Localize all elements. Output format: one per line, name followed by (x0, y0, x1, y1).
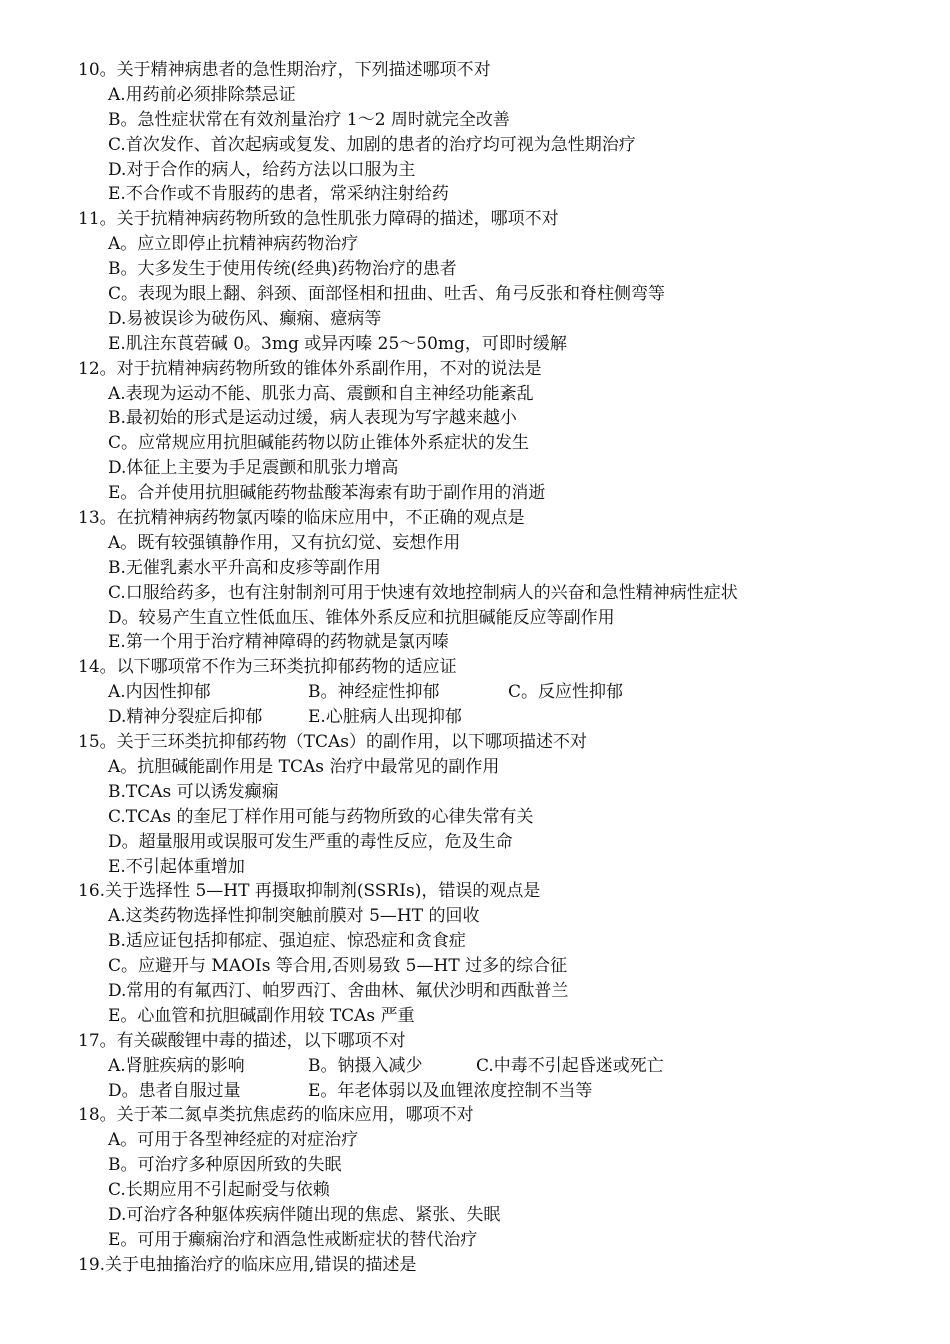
question-13-option-b: B.无催乳素水平升高和皮疹等副作用 (108, 557, 381, 578)
question-19-stem: 19.关于电抽搐治疗的临床应用,错误的描述是 (78, 1254, 417, 1275)
question-12-option-c: C。应常规应用抗胆碱能药物以防止锥体外系症状的发生 (108, 433, 530, 454)
question-14-option-c: C。反应性抑郁 (508, 682, 624, 703)
question-17-options-row-1 (78, 1054, 928, 1079)
question-10-stem: 10。关于精神病患者的急性期治疗，下列描述哪项不对 (78, 60, 491, 80)
question-13-option-c: C.口服给药多，也有注射制剂可用于快速有效地控制病人的兴奋和急性精神病性症状 (108, 582, 738, 603)
question-11-option-e: E.肌注东莨菪碱 0。3mg 或异丙嗪 25～50mg，可即时缓解 (108, 333, 567, 354)
question-10-option-b: B。急性症状常在有效剂量治疗 1～2 周时就完全改善 (108, 109, 510, 130)
question-17-options-row-2 (78, 1079, 928, 1104)
question-18-option-d: D.可治疗各种躯体疾病伴随出现的焦虑、紧张、失眠 (108, 1204, 501, 1225)
question-11-option-d: D.易被误诊为破伤风、癫痫、癔病等 (108, 308, 382, 329)
question-15-option-a: A。抗胆碱能副作用是 TCAs 治疗中最常见的副作用 (108, 756, 500, 777)
question-11-option-b: B。大多发生于使用传统(经典)药物治疗的患者 (108, 259, 457, 280)
question-15-option-d: D。超量服用或误服可发生严重的毒性反应，危及生命 (108, 831, 513, 852)
question-17-option-c: C.中毒不引起昏迷或死亡 (476, 1055, 664, 1076)
question-12-option-d: D.体征上主要为手足震颤和肌张力增高 (108, 458, 399, 479)
question-11-option-a: A。应立即停止抗精神病药物治疗 (108, 234, 359, 255)
question-15-stem: 15。关于三环类抗抑郁药物（TCAs）的副作用，以下哪项描述不对 (78, 732, 587, 753)
question-list (78, 58, 928, 1278)
question-18-option-a: A。可用于各型神经症的对症治疗 (108, 1130, 359, 1151)
question-16-option-d: D.常用的有氟西汀、帕罗西汀、舍曲林、氟伏沙明和西酞普兰 (108, 980, 569, 1001)
question-10-option-d: D.对于合作的病人，给药方法以口服为主 (108, 159, 416, 180)
question-14-options-row-2 (78, 705, 928, 730)
question-17-option-b: B。钠摄入减少 (308, 1055, 423, 1076)
question-15-option-b: B.TCAs 可以诱发癫痫 (108, 781, 279, 802)
question-16-option-c: C。应避开与 MAOIs 等合用,否则易致 5—HT 过多的综合征 (108, 956, 568, 977)
question-13-option-d: D。较易产生直立性低血压、锥体外系反应和抗胆碱能反应等副作用 (108, 607, 615, 628)
question-11-option-c: C。表现为眼上翻、斜颈、面部怪相和扭曲、吐舌、角弓反张和脊柱侧弯等 (108, 284, 666, 305)
question-12-stem: 12。对于抗精神病药物所致的锥体外系副作用，不对的说法是 (78, 358, 542, 379)
question-13-option-a: A。既有较强镇静作用，又有抗幻觉、妄想作用 (108, 532, 461, 553)
question-11-stem: 11。关于抗精神病药物所致的急性肌张力障碍的描述，哪项不对 (78, 209, 559, 230)
question-13-option-e: E.第一个用于治疗精神障碍的药物就是氯丙嗪 (108, 632, 449, 653)
question-17-option-a: A.肾脏疾病的影响 (108, 1055, 245, 1076)
question-17-option-e: E。年老体弱以及血锂浓度控制不当等 (308, 1080, 593, 1101)
question-16-option-b: B.适应证包括抑郁症、强迫症、惊恐症和贪食症 (108, 931, 466, 952)
question-14-option-e: E.心脏病人出现抑郁 (308, 707, 462, 728)
question-14-option-d: D.精神分裂症后抑郁 (108, 707, 263, 728)
question-18-option-b: B。可治疗多种原因所致的失眠 (108, 1155, 342, 1176)
question-14-option-a: A.内因性抑郁 (108, 682, 211, 703)
question-14-option-b: B。神经症性抑郁 (308, 682, 440, 703)
question-10-option-e: E.不合作或不肯服药的患者，常采纳注射给药 (108, 184, 449, 205)
question-16-stem: 16.关于选择性 5—HT 再摄取抑制剂(SSRIs)，错误的观点是 (78, 881, 541, 902)
question-18-stem: 18。关于苯二氮卓类抗焦虑药的临床应用，哪项不对 (78, 1105, 474, 1126)
question-15-option-e: E.不引起体重增加 (108, 856, 245, 877)
question-15-option-c: C.TCAs 的奎尼丁样作用可能与药物所致的心律失常有关 (108, 806, 534, 827)
question-16-option-e: E。心血管和抗胆碱副作用较 TCAs 严重 (108, 1005, 415, 1026)
question-10-option-c: C.首次发作、首次起病或复发、加剧的患者的治疗均可视为急性期治疗 (108, 134, 636, 155)
question-18-option-c: C.长期应用不引起耐受与依赖 (108, 1180, 330, 1201)
question-12-option-b: B.最初始的形式是运动过缓，病人表现为写字越来越小 (108, 408, 517, 429)
question-13-stem: 13。在抗精神病药物氯丙嗪的临床应用中，不正确的观点是 (78, 508, 525, 529)
question-14-stem: 14。以下哪项常不作为三环类抗抑郁药物的适应证 (78, 657, 457, 678)
question-18-option-e: E。可用于癫痫治疗和酒急性戒断症状的替代治疗 (108, 1229, 478, 1250)
question-10-option-a: A.用药前必须排除禁忌证 (108, 84, 296, 105)
question-12-option-a: A.表现为运动不能、肌张力高、震颤和自主神经功能紊乱 (108, 383, 534, 404)
question-14-options-row-1 (78, 680, 928, 705)
question-12-option-e: E。合并使用抗胆碱能药物盐酸苯海索有助于副作用的消逝 (108, 483, 546, 504)
question-16-option-a: A.这类药物选择性抑制突触前膜对 5—HT 的回收 (108, 906, 480, 927)
question-17-stem: 17。有关碳酸锂中毒的描述，以下哪项不对 (78, 1030, 406, 1051)
question-17-option-d: D。患者自服过量 (108, 1080, 241, 1101)
